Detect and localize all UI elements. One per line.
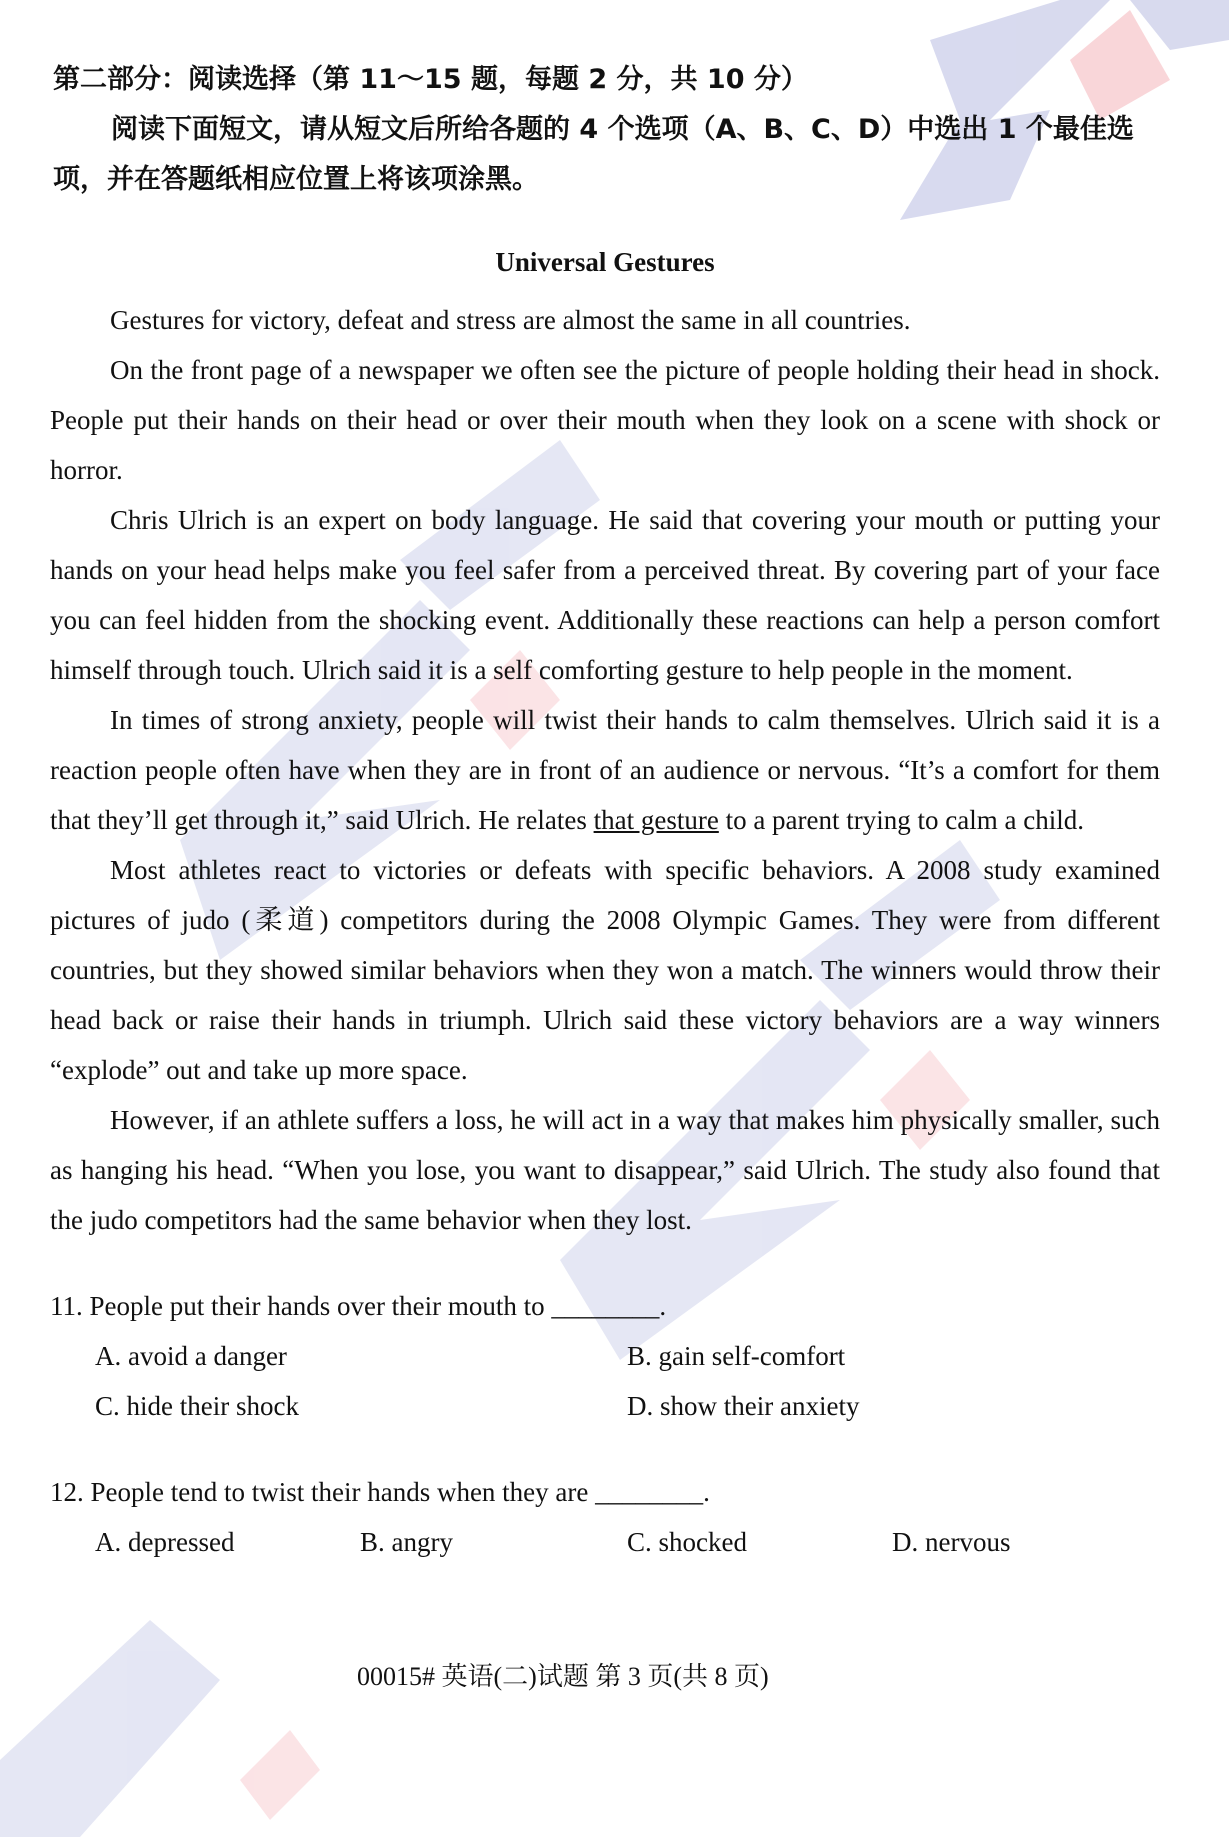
paragraph bbox=[50, 695, 1160, 845]
page-footer: 00015# 英语(二)试题 第 3 页(共 8 页) bbox=[357, 1662, 769, 1691]
article-title: Universal Gestures bbox=[495, 247, 715, 277]
paragraph: Gestures for victory, defeat and stress are almost the same in all countries. bbox=[110, 305, 911, 335]
option-11-a[interactable]: A. avoid a danger bbox=[95, 1341, 287, 1371]
option-12-d[interactable]: D. nervous bbox=[892, 1527, 1011, 1557]
question-number: 12. bbox=[50, 1477, 84, 1507]
option-11-d[interactable]: D. show their anxiety bbox=[627, 1391, 860, 1421]
question-number: 11. bbox=[50, 1291, 83, 1321]
paragraph: However, if an athlete suffers a loss, he will act in a way that makes him physically smaller, such as hanging his head. “When you lose, you want to disappear,” said Ulrich. The study also found that the judo competitors had the same behavior when they lost. bbox=[50, 1105, 1160, 1235]
paragraph: Chris Ulrich is an expert on body language. He said that covering your mouth or putting your hands on your head helps make you feel safer from a perceived threat. By covering part of your face you can feel hidden from the shocking event. Additionally these reactions can help a person comfort himself through touch. Ulrich said it is a self comforting gesture to help people in the moment. bbox=[50, 505, 1160, 685]
paragraph-text: to a parent trying to calm a child. bbox=[718, 805, 1084, 835]
instructions: 阅读下面短文，请从短文后所给各题的 4 个选项（A、B、C、D）中选出 1 个最佳选项，并在答题纸相应位置上将该项涂黑。 bbox=[53, 114, 1134, 195]
question-stem: People put their hands over their mouth to ________. bbox=[89, 1291, 667, 1321]
question-stem: People tend to twist their hands when they are ________. bbox=[90, 1477, 710, 1507]
options-12 bbox=[50, 1517, 1160, 1567]
option-11-b[interactable]: B. gain self-comfort bbox=[627, 1341, 846, 1371]
paragraph-text: In times of strong anxiety, people will twist their hands to calm themselves. Ulrich said it is a reaction people often have when they are in front of an audience or nervous. “It’s a comfort for them that they’ll get through it,” said Ulrich. He relates bbox=[50, 705, 1160, 835]
option-12-a[interactable]: A. depressed bbox=[95, 1527, 235, 1557]
option-12-c[interactable]: C. shocked bbox=[627, 1527, 747, 1557]
paragraph: On the front page of a newspaper we often see the picture of people holding their head in shock. People put their hands on their head or over their mouth when they look on a scene with shock or horror. bbox=[50, 355, 1160, 485]
options-11 bbox=[50, 1331, 1160, 1431]
question-12 bbox=[50, 1467, 1160, 1517]
option-11-c[interactable]: C. hide their shock bbox=[95, 1391, 299, 1421]
section-heading: 第二部分：阅读选择（第 11～15 题，每题 2 分，共 10 分） bbox=[53, 64, 808, 95]
option-12-b[interactable]: B. angry bbox=[360, 1527, 453, 1557]
paragraph: Most athletes react to victories or defeats with specific behaviors. A 2008 study examined pictures of judo (柔道) competitors during the 2008 Olympic Games. They were from different countries, but they showed similar behaviors when they won a match. The winners would throw their head back or raise their hands in triumph. Ulrich said these victory behaviors are a way winners “explode” out and take up more space. bbox=[50, 855, 1160, 1085]
question-11 bbox=[50, 1281, 1160, 1331]
article-body bbox=[50, 295, 1160, 1245]
underlined-phrase: that gesture bbox=[593, 805, 719, 835]
